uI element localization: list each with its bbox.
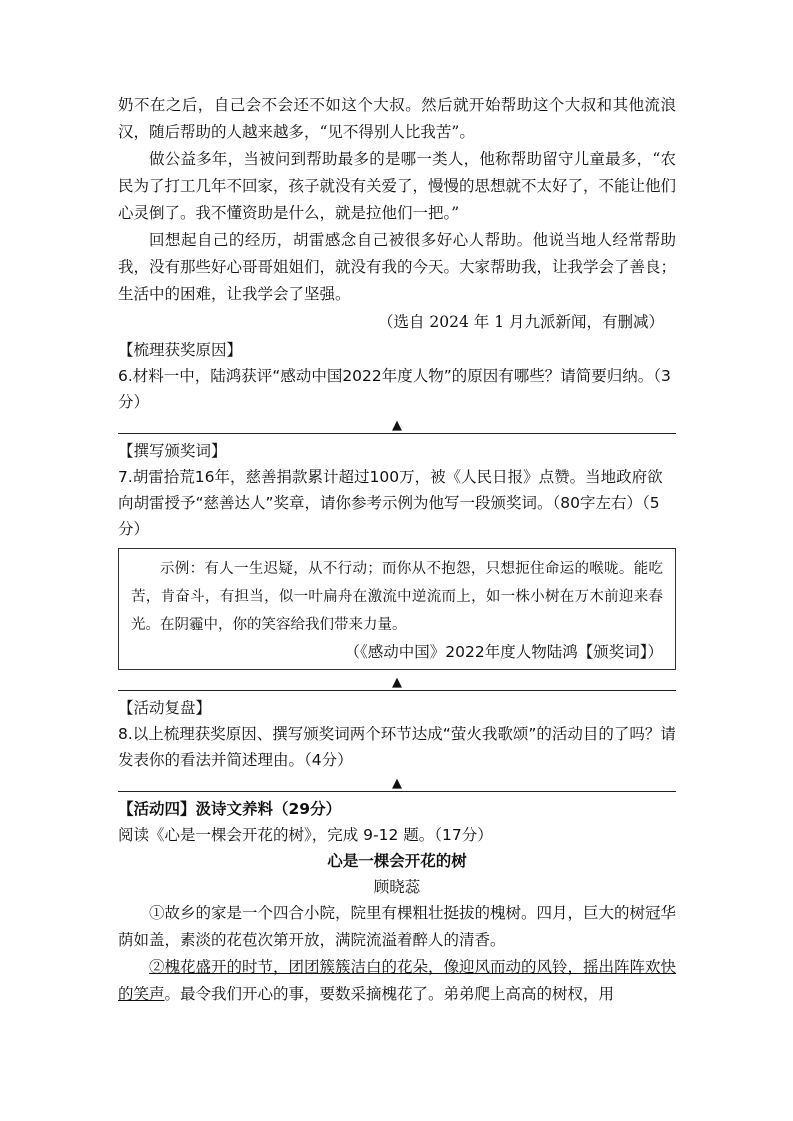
question-8: 8.以上梳理获奖原因、撰写颁奖词两个环节达成“萤火我歌颂”的活动目的了吗？请发表你的看法并简述理由。（4分） <box>118 725 676 769</box>
section-heading-review: 【活动复盘】 <box>118 699 212 717</box>
article-author: 顾晓蕊 <box>373 878 421 896</box>
question-7: 7.胡雷拾荒16年，慈善捐款累计超过100万，被《人民日报》点赞。当地政府欲向胡雷授予“慈善达人”奖章，请你参考示例为他写一段颁奖词。（80字左右）（5分） <box>118 468 663 538</box>
answer-line[interactable] <box>118 690 676 691</box>
document-page <box>118 92 676 1008</box>
reading-instruction: 阅读《心是一棵会开花的树》，完成 9-12 题。（17分） <box>118 826 493 844</box>
passage-paragraph: 回想起自己的经历，胡雷感念自己被很多好心人帮助。他说当地人经常帮助我，没有那些好心哥哥姐姐们，就没有我的今天。大家帮助我，让我学会了善良；生活中的困难，让我学会了坚强。 <box>118 231 677 303</box>
article-title: 心是一棵会开花的树 <box>327 852 467 870</box>
example-box <box>118 548 676 670</box>
section-heading-award: 【撰写颁奖词】 <box>118 442 227 460</box>
example-source: （《感动中国》2022年度人物陆鸿【颁奖词】） <box>344 643 663 661</box>
answer-line[interactable] <box>118 791 676 792</box>
question-6: 6.材料一中，陆鸿获评“感动中国2022年度人物”的原因有哪些？请简要归纳。（3分） <box>118 367 671 411</box>
article-paragraph-2 <box>118 954 676 1008</box>
answer-marker-triangle: ▲ <box>392 675 402 690</box>
article-paragraph-1: ①故乡的家是一个四合小院，院里有棵粗壮挺拔的槐树。四月，巨大的树冠华荫如盖，素淡的花苞次第开放，满院流溢着醉人的清香。 <box>118 904 677 949</box>
paragraph-continuation: 。最令我们开心的事，要数采摘槐花了。弟弟爬上高高的树杈，用 <box>164 985 615 1003</box>
answer-line[interactable] <box>118 433 676 434</box>
example-text: 示例：有人一生迟疑，从不行动；而你从不抱怨，只想扼住命运的喉咙。能吃苦，肯奋斗，有担当，似一叶扁舟在激流中逆流而上，如一株小树在万木前迎来春光。在阴霾中，你的笑容给我们带来力量。 <box>131 561 663 633</box>
passage-paragraph: 做公益多年，当被问到帮助最多的是哪一类人，他称帮助留守儿童最多，“农民为了打工几年不回家，孩子就没有关爱了，慢慢的思想就不太好了，不能让他们心灵倒了。我不懂资助是什么，就是拉他们一把。” <box>118 150 677 222</box>
passage-source: （选自 2024 年 1 月九派新闻，有删减） <box>377 313 664 331</box>
answer-marker-triangle: ▲ <box>392 776 402 791</box>
underlined-sentence: ②槐花盛开的时节，团团簇簇洁白的花朵，像迎风而动的风铃，摇出阵阵欢快的笑声 <box>118 958 677 1003</box>
passage-paragraph: 奶不在之后，自己会不会还不如这个大叔。然后就开始帮助这个大叔和其他流浪汉，随后帮助的人越来越多，“见不得别人比我苦”。 <box>118 96 676 141</box>
activity-heading: 【活动四】汲诗文养料（29分） <box>118 800 342 818</box>
answer-marker-triangle: ▲ <box>392 418 402 433</box>
section-heading-reason: 【梳理获奖原因】 <box>118 341 243 359</box>
